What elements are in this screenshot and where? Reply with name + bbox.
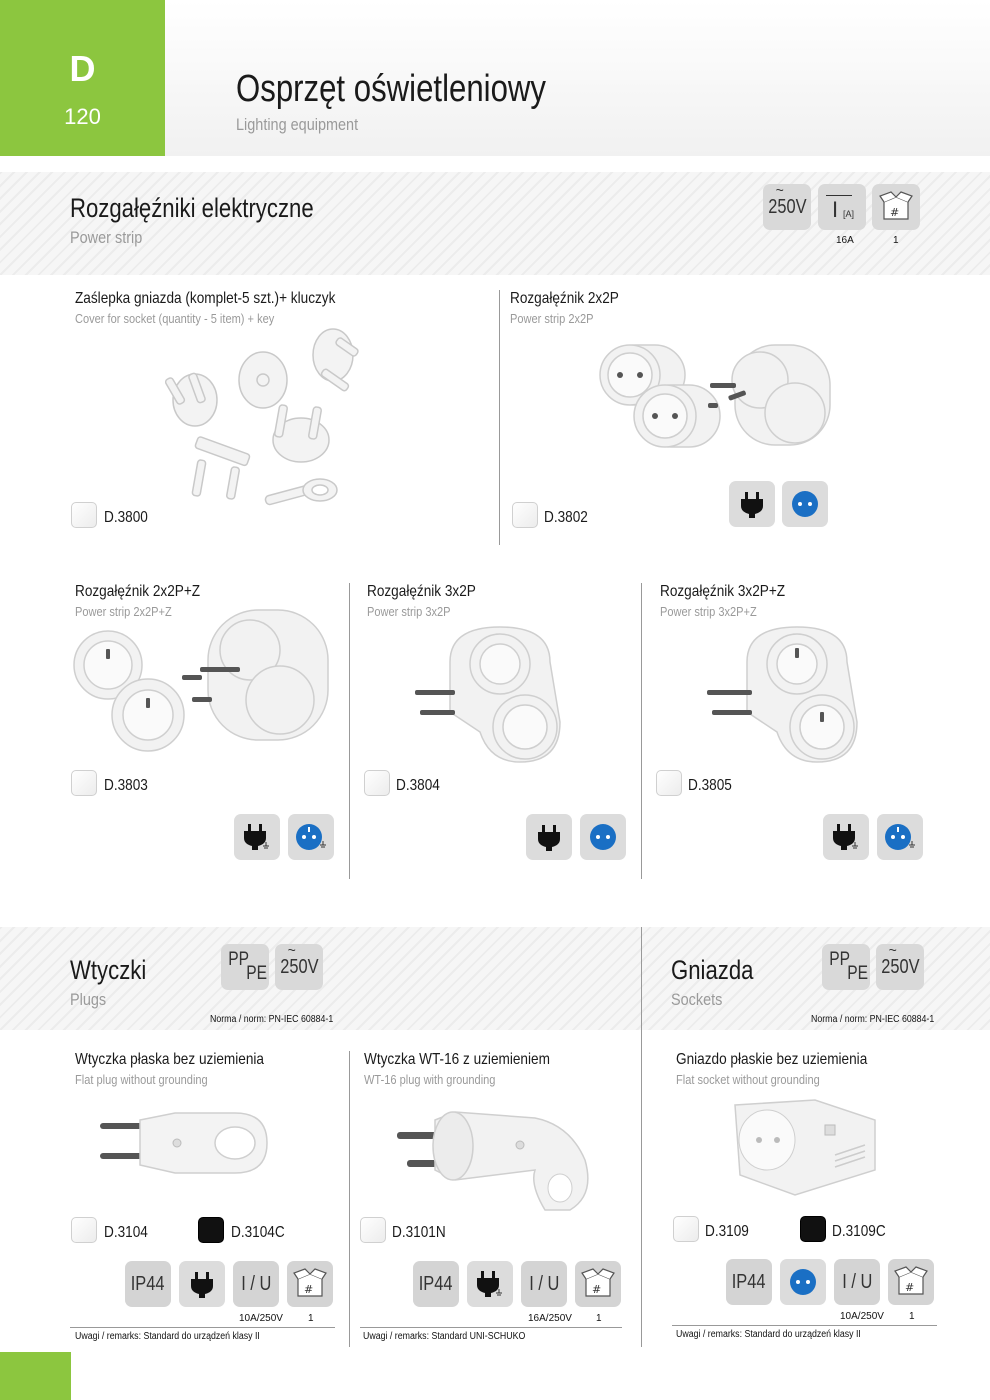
page-number: 120: [64, 104, 101, 129]
section-subtitle: Plugs: [70, 990, 107, 1009]
color-swatch-white: [656, 770, 682, 796]
package-value: 1: [893, 235, 899, 246]
section-title: Gniazda: [671, 955, 754, 985]
svg-text:#: #: [890, 206, 900, 219]
package-value: 1: [909, 1311, 915, 1322]
socket-type-badge: [580, 814, 626, 860]
divider: [641, 583, 642, 879]
current-value: 16A: [836, 235, 854, 246]
color-swatch-white: [364, 770, 390, 796]
rating-value: 10A/250V: [840, 1311, 884, 1322]
product-subtitle: Power strip 2x2P: [510, 311, 594, 326]
divider: [360, 1327, 622, 1328]
color-swatch-white: [512, 502, 538, 528]
box-icon: [293, 1268, 327, 1300]
divider: [641, 927, 642, 1347]
socket-type-badge: [782, 481, 828, 527]
grounded-plug-icon: [831, 822, 861, 852]
page-title: Osprzęt oświetleniowy: [236, 68, 546, 110]
product-code: D.3104: [104, 1224, 148, 1241]
color-swatch-white: [71, 502, 97, 528]
color-swatch-white: [71, 1217, 97, 1243]
product-code: D.3804: [396, 777, 440, 794]
product-subtitle: Flat plug without grounding: [75, 1072, 208, 1087]
grounded-socket-icon: [295, 822, 327, 852]
color-swatch-white: [360, 1217, 386, 1243]
plug-type-badge: [526, 814, 572, 860]
power-strip-2x2p-image: [590, 335, 840, 455]
section-subtitle: Power strip: [70, 228, 143, 247]
voltage-badge: ~ 250V: [275, 944, 323, 990]
svg-text:#: #: [304, 1283, 314, 1296]
product-subtitle: Power strip 3x2P: [367, 604, 451, 619]
package-badge: [287, 1261, 333, 1307]
norm-text: Norma / norm: PN-IEC 60884-1: [811, 1014, 935, 1025]
current-voltage-badge: I / U: [834, 1259, 880, 1305]
plug-icon: [536, 823, 562, 851]
divider: [499, 290, 500, 545]
product-code: D.3109: [705, 1223, 749, 1240]
plug-type-badge: [729, 481, 775, 527]
page-subtitle: Lighting equipment: [236, 115, 359, 134]
divider: [349, 1051, 350, 1347]
product-title: Rozgałęźnik 3x2P+Z: [660, 583, 786, 600]
power-strip-2x2pz-image: [70, 605, 335, 760]
product-title: Rozgałęźnik 2x2P: [510, 290, 619, 307]
power-strip-3x2pz-image: [702, 622, 867, 767]
power-strip-3x2p-image: [410, 622, 570, 767]
plug-icon: [739, 490, 765, 518]
product-code: D.3101N: [392, 1224, 446, 1241]
plug-type-badge: [179, 1261, 225, 1307]
socket-icon: [790, 489, 820, 519]
plug-icon: [189, 1270, 215, 1298]
material-badge: PP PE: [221, 944, 269, 990]
divider: [349, 583, 350, 879]
product-code: D.3805: [688, 777, 732, 794]
section-title: Rozgałęźniki elektryczne: [70, 193, 314, 223]
box-icon: [879, 191, 913, 223]
section-title: Wtyczki: [70, 955, 147, 985]
divider: [70, 1327, 335, 1328]
chapter-tab: [0, 0, 165, 156]
svg-text:#: #: [592, 1283, 602, 1296]
product-subtitle: Flat socket without grounding: [676, 1072, 820, 1087]
color-swatch-black: [800, 1216, 826, 1242]
package-badge: [575, 1261, 621, 1307]
socket-type-badge: [288, 814, 334, 860]
product-title: Gniazdo płaskie bez uziemienia: [676, 1051, 868, 1068]
current-badge: I [A]: [818, 184, 866, 230]
box-icon: [894, 1266, 928, 1298]
divider: [672, 1325, 937, 1326]
remark-text: Uwagi / remarks: Standard do urządzeń klasy II: [676, 1329, 861, 1340]
material-badge: PP PE: [822, 944, 870, 990]
socket-icon: [588, 822, 618, 852]
socket-type-badge: [780, 1259, 826, 1305]
product-title: Rozgałęźnik 2x2P+Z: [75, 583, 201, 600]
package-badge: [872, 184, 920, 230]
wt16-plug-image: [395, 1100, 595, 1215]
rating-value: 16A/250V: [528, 1313, 572, 1324]
product-code: D.3104C: [231, 1224, 285, 1241]
product-code: D.3800: [104, 509, 148, 526]
package-value: 1: [596, 1313, 602, 1324]
product-code: D.3802: [544, 509, 588, 526]
product-code: D.3803: [104, 777, 148, 794]
product-title: Wtyczka płaska bez uziemienia: [75, 1051, 264, 1068]
remark-text: Uwagi / remarks: Standard UNI-SCHUKO: [363, 1331, 526, 1342]
color-swatch-black: [198, 1217, 224, 1243]
svg-text:#: #: [905, 1281, 915, 1294]
product-title: Wtyczka WT-16 z uziemieniem: [364, 1051, 550, 1068]
grounded-plug-icon: [242, 822, 272, 852]
rating-value: 10A/250V: [239, 1313, 283, 1324]
product-subtitle: WT-16 plug with grounding: [364, 1072, 496, 1087]
package-value: 1: [308, 1313, 314, 1324]
product-title: Zaślepka gniazda (komplet-5 szt.)+ kluczyk: [75, 290, 336, 307]
socket-icon: [788, 1267, 818, 1297]
product-subtitle: Power strip 2x2P+Z: [75, 604, 172, 619]
color-swatch-white: [673, 1216, 699, 1242]
grounded-socket-icon: [884, 822, 916, 852]
plug-type-badge: [234, 814, 280, 860]
socket-type-badge: [877, 814, 923, 860]
ip-rating-badge: IP44: [726, 1259, 772, 1305]
product-subtitle: Cover for socket (quantity - 5 item) + key: [75, 311, 275, 326]
chapter-letter: D: [69, 48, 96, 89]
flat-socket-image: [725, 1095, 885, 1200]
voltage-badge: ~ 250V: [763, 184, 811, 230]
package-badge: [888, 1259, 934, 1305]
flat-plug-image: [95, 1105, 270, 1180]
voltage-badge: ~ 250V: [876, 944, 924, 990]
current-voltage-badge: I / U: [233, 1261, 279, 1307]
grounded-plug-icon: [475, 1269, 505, 1299]
current-voltage-badge: I / U: [521, 1261, 567, 1307]
norm-text: Norma / norm: PN-IEC 60884-1: [210, 1014, 334, 1025]
product-subtitle: Power strip 3x2P+Z: [660, 604, 757, 619]
footer-accent: [0, 1352, 71, 1400]
plug-type-badge: [467, 1261, 513, 1307]
plug-type-badge: [823, 814, 869, 860]
remark-text: Uwagi / remarks: Standard do urządzeń klasy II: [75, 1331, 260, 1342]
product-title: Rozgałęźnik 3x2P: [367, 583, 476, 600]
socket-covers-image: [165, 325, 380, 515]
color-swatch-white: [71, 770, 97, 796]
product-code: D.3109C: [832, 1223, 886, 1240]
box-icon: [581, 1268, 615, 1300]
section-subtitle: Sockets: [671, 990, 723, 1009]
ip-rating-badge: IP44: [413, 1261, 459, 1307]
ip-rating-badge: IP44: [125, 1261, 171, 1307]
